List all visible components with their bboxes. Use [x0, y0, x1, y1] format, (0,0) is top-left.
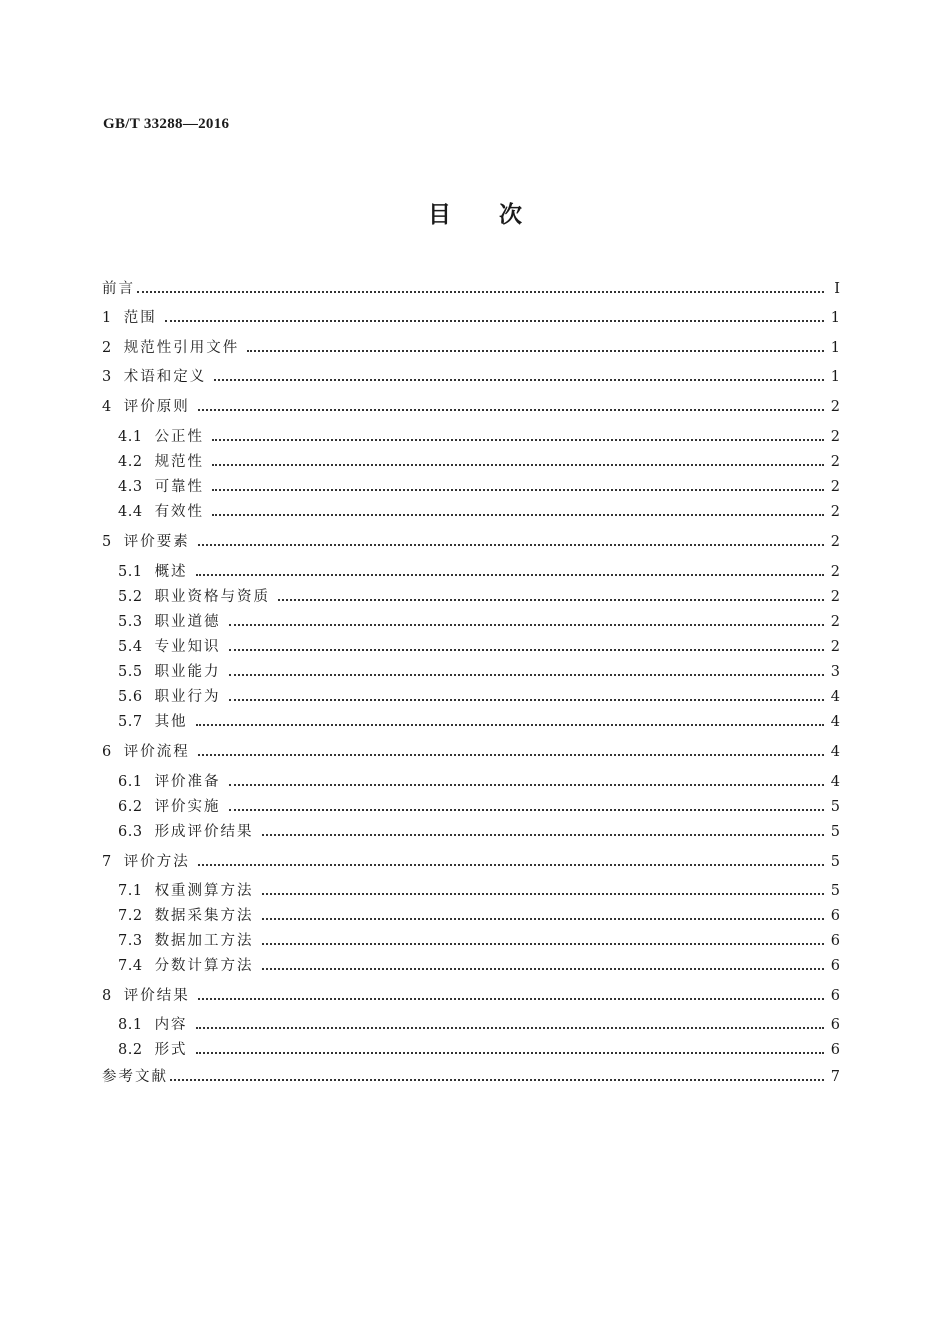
- toc-entry-page: 2: [830, 454, 840, 470]
- dot-leader: [214, 378, 824, 381]
- toc-entry-number: 3: [102, 369, 112, 385]
- toc-entry-page: 6: [830, 933, 840, 949]
- toc-entry-number: 8: [102, 988, 112, 1004]
- dot-leader: [212, 438, 824, 441]
- toc-entry-title: 职业道德: [154, 614, 221, 630]
- dot-leader: [229, 623, 824, 626]
- toc-entry[interactable]: [118, 821, 840, 841]
- toc-entry-number: 8.1: [118, 1017, 143, 1033]
- toc-entry-page: 6: [830, 958, 840, 974]
- toc-entry[interactable]: [102, 851, 840, 871]
- toc-entry-number: 6.2: [118, 799, 143, 815]
- toc-entry-number: 5.4: [118, 639, 143, 655]
- toc-entry-page: 4: [830, 689, 840, 705]
- toc-entry-number: 4: [102, 399, 112, 415]
- toc-entry[interactable]: [102, 307, 840, 327]
- dot-leader: [198, 997, 824, 1000]
- toc-entry[interactable]: [118, 930, 840, 950]
- toc-entry[interactable]: [118, 561, 840, 581]
- dot-leader: [262, 942, 824, 945]
- toc-entry[interactable]: [118, 771, 840, 791]
- toc-entry-title: 有效性: [154, 504, 205, 520]
- dot-leader: [170, 1078, 824, 1081]
- toc-entry-page: 5: [830, 883, 840, 899]
- toc-entry-page: 6: [830, 988, 840, 1004]
- toc-entry-title: 评价原则: [123, 399, 190, 415]
- toc-entry-page: 7: [830, 1069, 840, 1085]
- toc-entry-title: 可靠性: [154, 479, 205, 495]
- toc-entry-page: 2: [830, 614, 840, 630]
- toc-entry-title: 评价方法: [123, 854, 190, 870]
- toc-entry-number: 5.5: [118, 664, 143, 680]
- toc-entry-page: Ⅰ: [834, 281, 840, 297]
- toc-entry-number: 5: [102, 534, 112, 550]
- dot-leader: [229, 783, 824, 786]
- dot-leader: [165, 319, 824, 322]
- toc-entry[interactable]: [118, 880, 840, 900]
- toc-entry[interactable]: [118, 661, 840, 681]
- dot-leader: [212, 513, 824, 516]
- dot-leader: [196, 1051, 824, 1054]
- toc-entry[interactable]: [102, 337, 840, 357]
- toc-entry-page: 6: [830, 908, 840, 924]
- toc-entry-title: 评价流程: [123, 744, 190, 760]
- toc-entry-page: 1: [830, 369, 840, 385]
- toc-entry-title: 数据加工方法: [154, 933, 254, 949]
- toc-entry-number: 5.6: [118, 689, 143, 705]
- toc-entry[interactable]: [102, 741, 840, 761]
- toc-entry[interactable]: [118, 586, 840, 606]
- toc-entry[interactable]: [118, 611, 840, 631]
- dot-leader: [262, 917, 824, 920]
- toc-entry-title: 评价准备: [154, 774, 221, 790]
- toc-entry-page: 2: [830, 479, 840, 495]
- toc-entry[interactable]: [118, 451, 840, 471]
- dot-leader: [198, 543, 824, 546]
- toc-entry-page: 6: [830, 1042, 840, 1058]
- toc-entry-title: 规范性引用文件: [123, 340, 240, 356]
- toc-entry[interactable]: [118, 711, 840, 731]
- dot-leader: [262, 833, 824, 836]
- toc-entry-number: 7: [102, 854, 112, 870]
- toc-entry-number: 4.4: [118, 504, 143, 520]
- toc-entry[interactable]: [118, 1014, 840, 1034]
- toc-entry-page: 1: [830, 340, 840, 356]
- toc-entry-title: 规范性: [154, 454, 205, 470]
- dot-leader: [229, 648, 824, 651]
- toc-entry[interactable]: [118, 501, 840, 521]
- toc-entry-page: 6: [830, 1017, 840, 1033]
- toc-entry-title: 概述: [154, 564, 188, 580]
- toc-entry-title: 职业能力: [154, 664, 221, 680]
- toc-entry-number: 6.3: [118, 824, 143, 840]
- toc-entry-number: 8.2: [118, 1042, 143, 1058]
- toc-entry[interactable]: [118, 426, 840, 446]
- toc-entry-number: 4.3: [118, 479, 143, 495]
- toc-entry-title: 评价结果: [123, 988, 190, 1004]
- toc-entry-title: 权重测算方法: [154, 883, 254, 899]
- toc-entry[interactable]: [102, 531, 840, 551]
- toc-entry-page: 4: [830, 744, 840, 760]
- toc-entry-number: 6.1: [118, 774, 143, 790]
- toc-entry[interactable]: [118, 476, 840, 496]
- dot-leader: [212, 488, 824, 491]
- toc-entry[interactable]: [102, 1066, 840, 1086]
- toc-entry-number: 5.7: [118, 714, 143, 730]
- toc-entry[interactable]: [118, 1039, 840, 1059]
- dot-leader: [262, 892, 824, 895]
- toc-entry-page: 5: [830, 824, 840, 840]
- dot-leader: [229, 808, 824, 811]
- toc-entry-title: 职业行为: [154, 689, 221, 705]
- dot-leader: [229, 673, 824, 676]
- standard-code: GB/T 33288—2016: [103, 116, 230, 132]
- toc-entry[interactable]: [102, 366, 840, 386]
- toc-entry-number: 7.2: [118, 908, 143, 924]
- toc-entry-page: 2: [830, 639, 840, 655]
- toc-entry-page: 2: [830, 589, 840, 605]
- toc-entry[interactable]: [118, 796, 840, 816]
- toc-entry-page: 3: [830, 664, 840, 680]
- toc-entry-page: 2: [830, 504, 840, 520]
- toc-entry[interactable]: [118, 955, 840, 975]
- dot-leader: [196, 573, 824, 576]
- toc-entry-title: 数据采集方法: [154, 908, 254, 924]
- toc-entry-number: 5.2: [118, 589, 143, 605]
- dot-leader: [229, 698, 824, 701]
- toc-entry-title: 评价实施: [154, 799, 221, 815]
- toc-entry-number: 4.2: [118, 454, 143, 470]
- toc-entry-number: 2: [102, 340, 112, 356]
- dot-leader: [196, 1026, 824, 1029]
- dot-leader: [262, 967, 824, 970]
- toc-entry-number: 4.1: [118, 429, 143, 445]
- toc-entry-page: 2: [830, 399, 840, 415]
- toc-entry-title: 其他: [154, 714, 188, 730]
- toc-entry-page: 4: [830, 774, 840, 790]
- toc-entry-page: 2: [830, 534, 840, 550]
- toc-entry-page: 4: [830, 714, 840, 730]
- toc-entry-page: 2: [830, 429, 840, 445]
- dot-leader: [196, 723, 824, 726]
- toc-entry-title: 公正性: [154, 429, 205, 445]
- toc-entry-title: 分数计算方法: [154, 958, 254, 974]
- toc-entry[interactable]: [118, 905, 840, 925]
- dot-leader: [198, 753, 824, 756]
- toc-entry-number: 7.3: [118, 933, 143, 949]
- toc-entry-page: 5: [830, 799, 840, 815]
- toc-entry-title: 内容: [154, 1017, 188, 1033]
- toc-entry-number: 5.1: [118, 564, 143, 580]
- dot-leader: [278, 598, 824, 601]
- dot-leader: [137, 290, 824, 293]
- dot-leader: [247, 349, 824, 352]
- toc-entry-title: 专业知识: [154, 639, 221, 655]
- dot-leader: [212, 463, 824, 466]
- toc-entry-title: 形成评价结果: [154, 824, 254, 840]
- dot-leader: [198, 863, 824, 866]
- toc-entry-number: 7.1: [118, 883, 143, 899]
- toc-entry-page: 2: [830, 564, 840, 580]
- toc-entry-page: 5: [830, 854, 840, 870]
- toc-entry[interactable]: [118, 686, 840, 706]
- toc-entry-title: 参考文献: [102, 1069, 168, 1085]
- toc-entry-number: 7.4: [118, 958, 143, 974]
- toc-entry-title: 形式: [154, 1042, 188, 1058]
- toc-entry[interactable]: [118, 636, 840, 656]
- toc-entry[interactable]: [102, 278, 840, 298]
- toc-entry-number: 6: [102, 744, 112, 760]
- page-title: 目次: [428, 202, 570, 228]
- toc-entry[interactable]: [102, 985, 840, 1005]
- toc-entry[interactable]: [102, 396, 840, 416]
- toc-entry-number: 1: [102, 310, 112, 326]
- toc-entry-number: 5.3: [118, 614, 143, 630]
- toc-entry-title: 范围: [123, 310, 157, 326]
- toc-entry-title: 前言: [102, 281, 135, 297]
- dot-leader: [198, 408, 824, 411]
- toc-entry-title: 职业资格与资质: [154, 589, 271, 605]
- toc-entry-page: 1: [830, 310, 840, 326]
- toc-entry-title: 评价要素: [123, 534, 190, 550]
- toc-entry-title: 术语和定义: [123, 369, 207, 385]
